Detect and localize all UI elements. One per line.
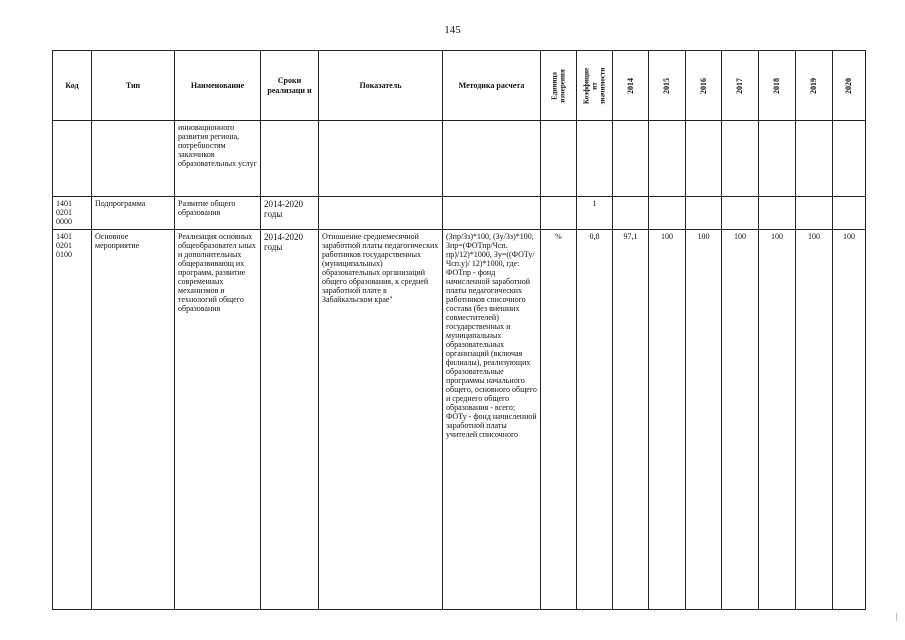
table-row: [53, 121, 866, 197]
header-year-2019: 2019: [796, 51, 833, 121]
cell-year: 100: [649, 230, 686, 610]
cell-metod: [443, 197, 541, 230]
cell-tip: Подпрограмма: [92, 197, 175, 230]
cell-year: [649, 121, 686, 197]
header-row: [53, 51, 866, 121]
header-metod: Методика расчета: [443, 51, 541, 121]
header-edin: Единица измерения: [541, 51, 577, 121]
header-koef: Коэффицие нт значимости: [577, 51, 613, 121]
cell-kod: [53, 121, 92, 197]
header-pokaz: Показатель: [319, 51, 443, 121]
cell-koef: 0,8: [577, 230, 613, 610]
cell-year: 100: [759, 230, 796, 610]
cell-pokaz: [319, 197, 443, 230]
cell-edin: [541, 197, 577, 230]
cell-year: 100: [722, 230, 759, 610]
cell-koef: 1: [577, 197, 613, 230]
table-row: [53, 197, 866, 230]
cell-pokaz: [319, 121, 443, 197]
cell-year: [796, 121, 833, 197]
cell-metod: [443, 121, 541, 197]
header-year-2015: 2015: [649, 51, 686, 121]
header-kod: Код: [53, 51, 92, 121]
cell-sroki: [261, 121, 319, 197]
edge-mark: |: [896, 612, 898, 621]
cell-metod: (Зпр/Зз)*100, (Зу/Зз)*100, Зпр=(ФОТпр/Чсп. пр)/12)*1000, Зу=((ФОТу/Чсп.у)/ 12)*1000, где: ФОТпр - фонд начисленной заработной платы педагогических работников списочного состава (без внешних совместителей) государственных и муниципальных образовательных организаций (включая филиалы), реализующих образовательные программы начального общего, основного общего и среднего общего образования - всего; ФОТу - фонд начисленной заработной платы учителей списочного: [443, 230, 541, 610]
cell-naim: Развитие общего образования: [175, 197, 261, 230]
header-year-2014: 2014: [613, 51, 649, 121]
page-number: 145: [444, 24, 461, 36]
header-year-2018: 2018: [759, 51, 796, 121]
cell-sroki: 2014-2020 годы: [261, 197, 319, 230]
header-naim: Наименование: [175, 51, 261, 121]
cell-year: [759, 121, 796, 197]
cell-year: [649, 197, 686, 230]
cell-kod: 1401 0201 0100: [53, 230, 92, 610]
header-year-2016: 2016: [686, 51, 722, 121]
header-tip: Тип: [92, 51, 175, 121]
cell-tip: [92, 121, 175, 197]
header-sroki: Сроки реализаци и: [261, 51, 319, 121]
cell-sroki: 2014-2020 годы: [261, 230, 319, 610]
cell-year: [686, 197, 722, 230]
cell-edin: [541, 121, 577, 197]
table-row: [53, 230, 866, 610]
cell-naim: Реализация основных общеобразовател ьных и дополнительных общеразвивающ их программ, развитие современных механизмов и технологий общего образования: [175, 230, 261, 610]
cell-year: 97,1: [613, 230, 649, 610]
cell-tip: Основное мероприятие: [92, 230, 175, 610]
header-year-2020: 2020: [833, 51, 866, 121]
cell-year: [759, 197, 796, 230]
cell-year: [722, 197, 759, 230]
program-table: [52, 50, 866, 610]
cell-edin: %: [541, 230, 577, 610]
cell-year: [613, 121, 649, 197]
cell-kod: 1401 0201 0000: [53, 197, 92, 230]
cell-year: [613, 197, 649, 230]
header-year-2017: 2017: [722, 51, 759, 121]
cell-year: [722, 121, 759, 197]
cell-naim: инновационного развития региона, потребностям заказчиков образовательных услуг: [175, 121, 261, 197]
cell-pokaz: Отношение среднемесячной заработной платы педагогических работников государственных (муниципальных) образовательных организаций общего образования, к средней заработной плате в Забайкальском крае": [319, 230, 443, 610]
cell-year: 100: [686, 230, 722, 610]
cell-year: [796, 197, 833, 230]
cell-koef: [577, 121, 613, 197]
cell-year: [833, 121, 866, 197]
cell-year: [686, 121, 722, 197]
cell-year: 100: [833, 230, 866, 610]
cell-year: [833, 197, 866, 230]
cell-year: 100: [796, 230, 833, 610]
